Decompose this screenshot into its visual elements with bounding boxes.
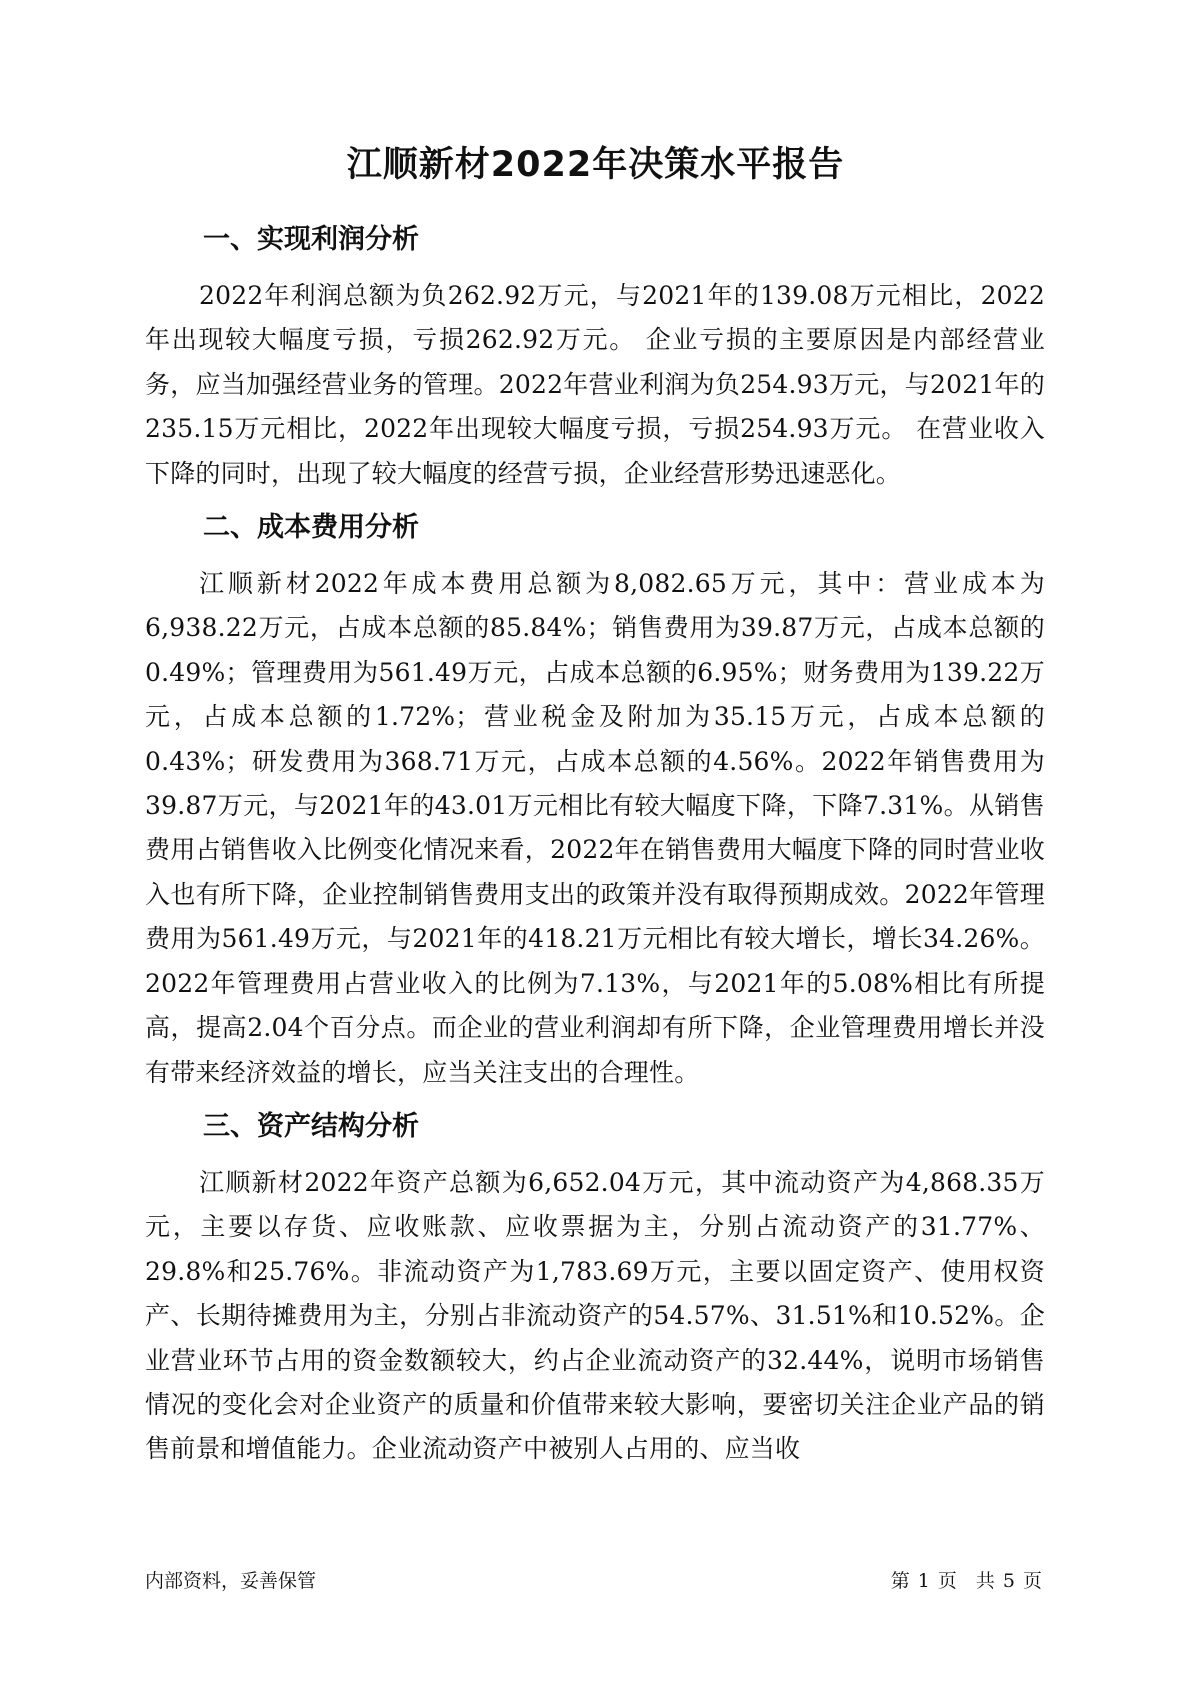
footer-confidential-note: 内部资料，妥善保管: [145, 1570, 317, 1592]
section-heading-profit: 一、实现利润分析: [203, 224, 419, 255]
page-current: 1: [917, 1570, 930, 1592]
document-title: 江顺新材2022年决策水平报告: [346, 145, 845, 185]
page-suffix: 页: [1022, 1570, 1042, 1592]
page-prefix: 第: [890, 1570, 910, 1592]
section-paragraph-cost: 江顺新材2022年成本费用总额为8,082.65万元，其中：营业成本为6,938.22万元，占成本总额的85.84%；销售费用为39.87万元，占成本总额的0.49%；管理费用为561.49万元，占成本总额的6.95%；财务费用为139.22万元，占成本总额的1.72%；营业税金及附加为35.15万元，占成本总额的0.43%；研发费用为368.71万元，占成本总额的4.56%。2022年销售费用为39.87万元，与2021年的43.01万元相比有较大幅度下降，下降7.31%。从销售费用占销售收入比例变化情况来看，2022年在销售费用大幅度下降的同时营业收入也有所下降，企业控制销售费用支出的政策并没有取得预期成效。2022年管理费用为561.49万元，与2021年的418.21万元相比有较大增长，增长34.26%。2022年管理费用占营业收入的比例为7.13%，与2021年的5.08%相比有所提高，提高2.04个百分点。而企业的营业利润却有所下降，企业管理费用增长并没有带来经济效益的增长，应当关注支出的合理性。: [145, 569, 1045, 1087]
section-heading-cost: 二、成本费用分析: [203, 512, 419, 544]
document-body: [145, 218, 1045, 1482]
section-paragraph-assets: 江顺新材2022年资产总额为6,652.04万元，其中流动资产为4,868.35万元，主要以存货、应收账款、应收票据为主，分别占流动资产的31.77%、29.8%和25.76%。非流动资产为1,783.69万元，主要以固定资产、使用权资产、长期待摊费用为主，分别占非流动资产的54.57%、31.51%和10.52%。企业营业环节占用的资金数额较大，约占企业流动资产的32.44%，说明市场销售情况的变化会对企业资产的质量和价值带来较大影响，要密切关注企业产品的销售前景和增值能力。企业流动资产中被别人占用的、应当收: [145, 1167, 1045, 1464]
page-mid: 页 共: [937, 1570, 995, 1592]
footer-page-number: [887, 1568, 1046, 1594]
section-paragraph-profit: 2022年利润总额为负262.92万元，与2021年的139.08万元相比，2022年出现较大幅度亏损，亏损262.92万元。 企业亏损的主要原因是内部经营业务，应当加强经营业务的管理。2022年营业利润为负254.93万元，与2021年的235.15万元相比，2022年出现较大幅度亏损，亏损254.93万元。 在营业收入下降的同时，出现了较大幅度的经营亏损，企业经营形势迅速恶化。: [145, 281, 1045, 488]
page-total: 5: [1002, 1570, 1015, 1592]
section-heading-assets: 三、资产结构分析: [203, 1110, 419, 1142]
